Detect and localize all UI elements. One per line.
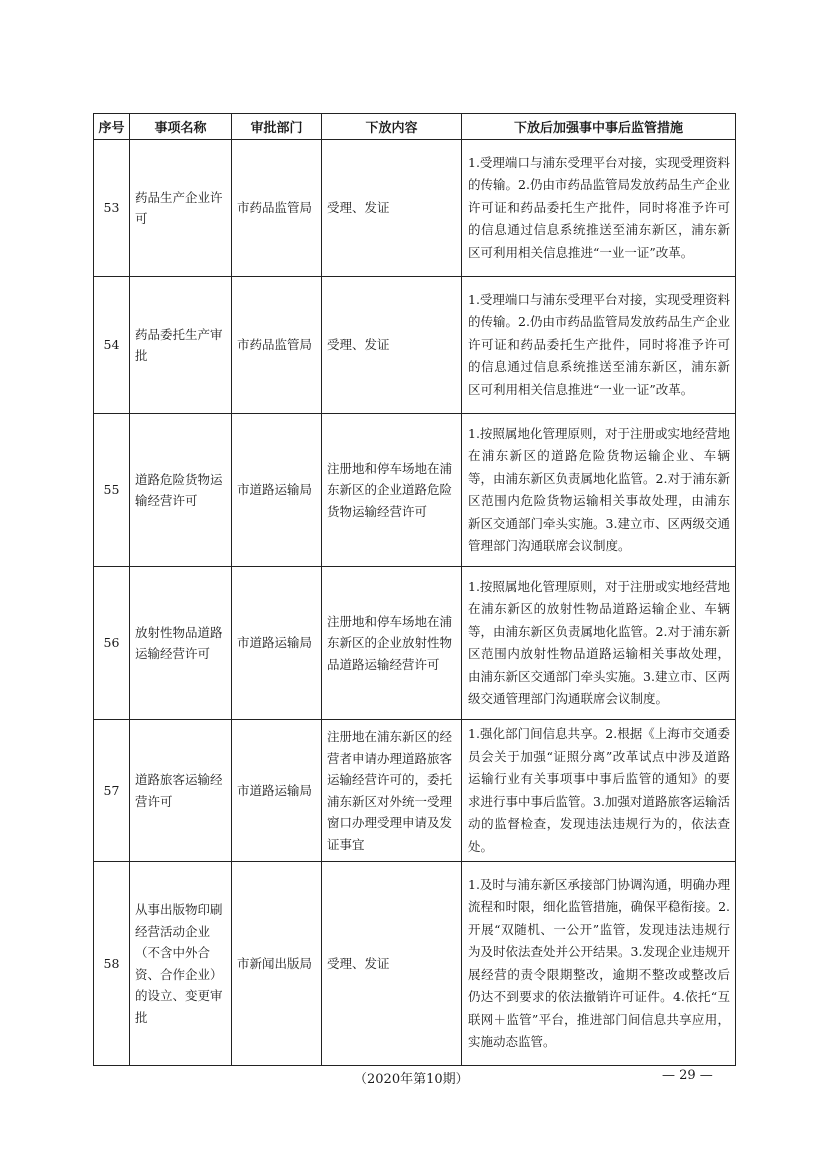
issue-label: （2020年第10期）: [354, 1072, 469, 1087]
page-number: — 29 —: [662, 1068, 713, 1083]
delegated-content: 受理、发证: [322, 277, 462, 414]
table-row: [94, 567, 736, 720]
approval-dept: 市道路运输局: [232, 720, 322, 862]
item-name: 道路危险货物运输经营许可: [130, 414, 232, 567]
header-serial-number: 序号: [94, 114, 130, 140]
row-number: 58: [94, 862, 130, 1066]
delegated-content: 受理、发证: [322, 862, 462, 1066]
supervision-measures: 1.按照属地化管理原则，对于注册或实地经营地在浦东新区的放射性物品道路运输企业、车辆等，由浦东新区负责属地化监管。2.对于浦东新区范围内放射性物品道路运输相关事故处理，由浦东新区交通部门牵头实施。3.建立市、区两级交通管理部门沟通联席会议制度。: [462, 567, 736, 720]
header-approval-dept: 审批部门: [232, 114, 322, 140]
item-name: 从事出版物印刷经营活动企业（不含中外合资、合作企业）的设立、变更审批: [130, 862, 232, 1066]
item-name: 道路旅客运输经营许可: [130, 720, 232, 862]
header-supervision-measures: 下放后加强事中事后监管措施: [462, 114, 736, 140]
delegated-content: 注册地在浦东新区的经营者申请办理道路旅客运输经营许可的，委托浦东新区对外统一受理窗口办理受理申请及发证事宜: [322, 720, 462, 862]
table-row: [94, 720, 736, 862]
row-number: 57: [94, 720, 130, 862]
item-name: 放射性物品道路运输经营许可: [130, 567, 232, 720]
row-number: 53: [94, 140, 130, 277]
table-row: [94, 277, 736, 414]
header-delegated-content: 下放内容: [322, 114, 462, 140]
table-row: [94, 414, 736, 567]
supervision-measures: 1.受理端口与浦东受理平台对接，实现受理资料的传输。2.仍由市药品监管局发放药品生产企业许可证和药品委托生产批件，同时将准予许可的信息通过信息系统推送至浦东新区，浦东新区可利用相关信息推进“一业一证”改革。: [462, 140, 736, 277]
approval-dept: 市药品监管局: [232, 140, 322, 277]
row-number: 56: [94, 567, 130, 720]
supervision-measures: 1.强化部门间信息共享。2.根据《上海市交通委员会关于加强“证照分离”改革试点中涉及道路运输行业有关事项事中事后监管的通知》的要求进行事中事后监管。3.加强对道路旅客运输活动的监督检查，发现违法违规行为的，依法查处。: [462, 720, 736, 862]
row-number: 54: [94, 277, 130, 414]
approval-dept: 市药品监管局: [232, 277, 322, 414]
item-name: 药品生产企业许可: [130, 140, 232, 277]
item-name: 药品委托生产审批: [130, 277, 232, 414]
delegated-content: 注册地和停车场地在浦东新区的企业道路危险货物运输经营许可: [322, 414, 462, 567]
approval-dept: 市道路运输局: [232, 567, 322, 720]
table-row: [94, 140, 736, 277]
supervision-measures: 1.受理端口与浦东受理平台对接，实现受理资料的传输。2.仍由市药品监管局发放药品生产企业许可证和药品委托生产批件，同时将准予许可的信息通过信息系统推送至浦东新区，浦东新区可利用相关信息推进“一业一证”改革。: [462, 277, 736, 414]
header-item-name: 事项名称: [130, 114, 232, 140]
approval-dept: 市道路运输局: [232, 414, 322, 567]
policy-table: [93, 113, 736, 1066]
row-number: 55: [94, 414, 130, 567]
delegated-content: 注册地和停车场地在浦东新区的企业放射性物品道路运输经营许可: [322, 567, 462, 720]
table-row: [94, 862, 736, 1066]
delegated-content: 受理、发证: [322, 140, 462, 277]
supervision-measures: 1.及时与浦东新区承接部门协调沟通，明确办理流程和时限，细化监管措施，确保平稳衔接。2.开展“双随机、一公开”监管，发现违法违规行为及时依法查处并公开结果。3.发现企业违规开展经营的责令限期整改，逾期不整改或整改后仍达不到要求的依法撤销许可证件。4.依托“互联网＋监管”平台，推进部门间信息共享应用，实施动态监管。: [462, 862, 736, 1066]
table-header-row: [94, 114, 736, 140]
approval-dept: 市新闻出版局: [232, 862, 322, 1066]
supervision-measures: 1.按照属地化管理原则，对于注册或实地经营地在浦东新区的道路危险货物运输企业、车辆等，由浦东新区负责属地化监管。2.对于浦东新区范围内危险货物运输相关事故处理，由浦东新区交通部门牵头实施。3.建立市、区两级交通管理部门沟通联席会议制度。: [462, 414, 736, 567]
